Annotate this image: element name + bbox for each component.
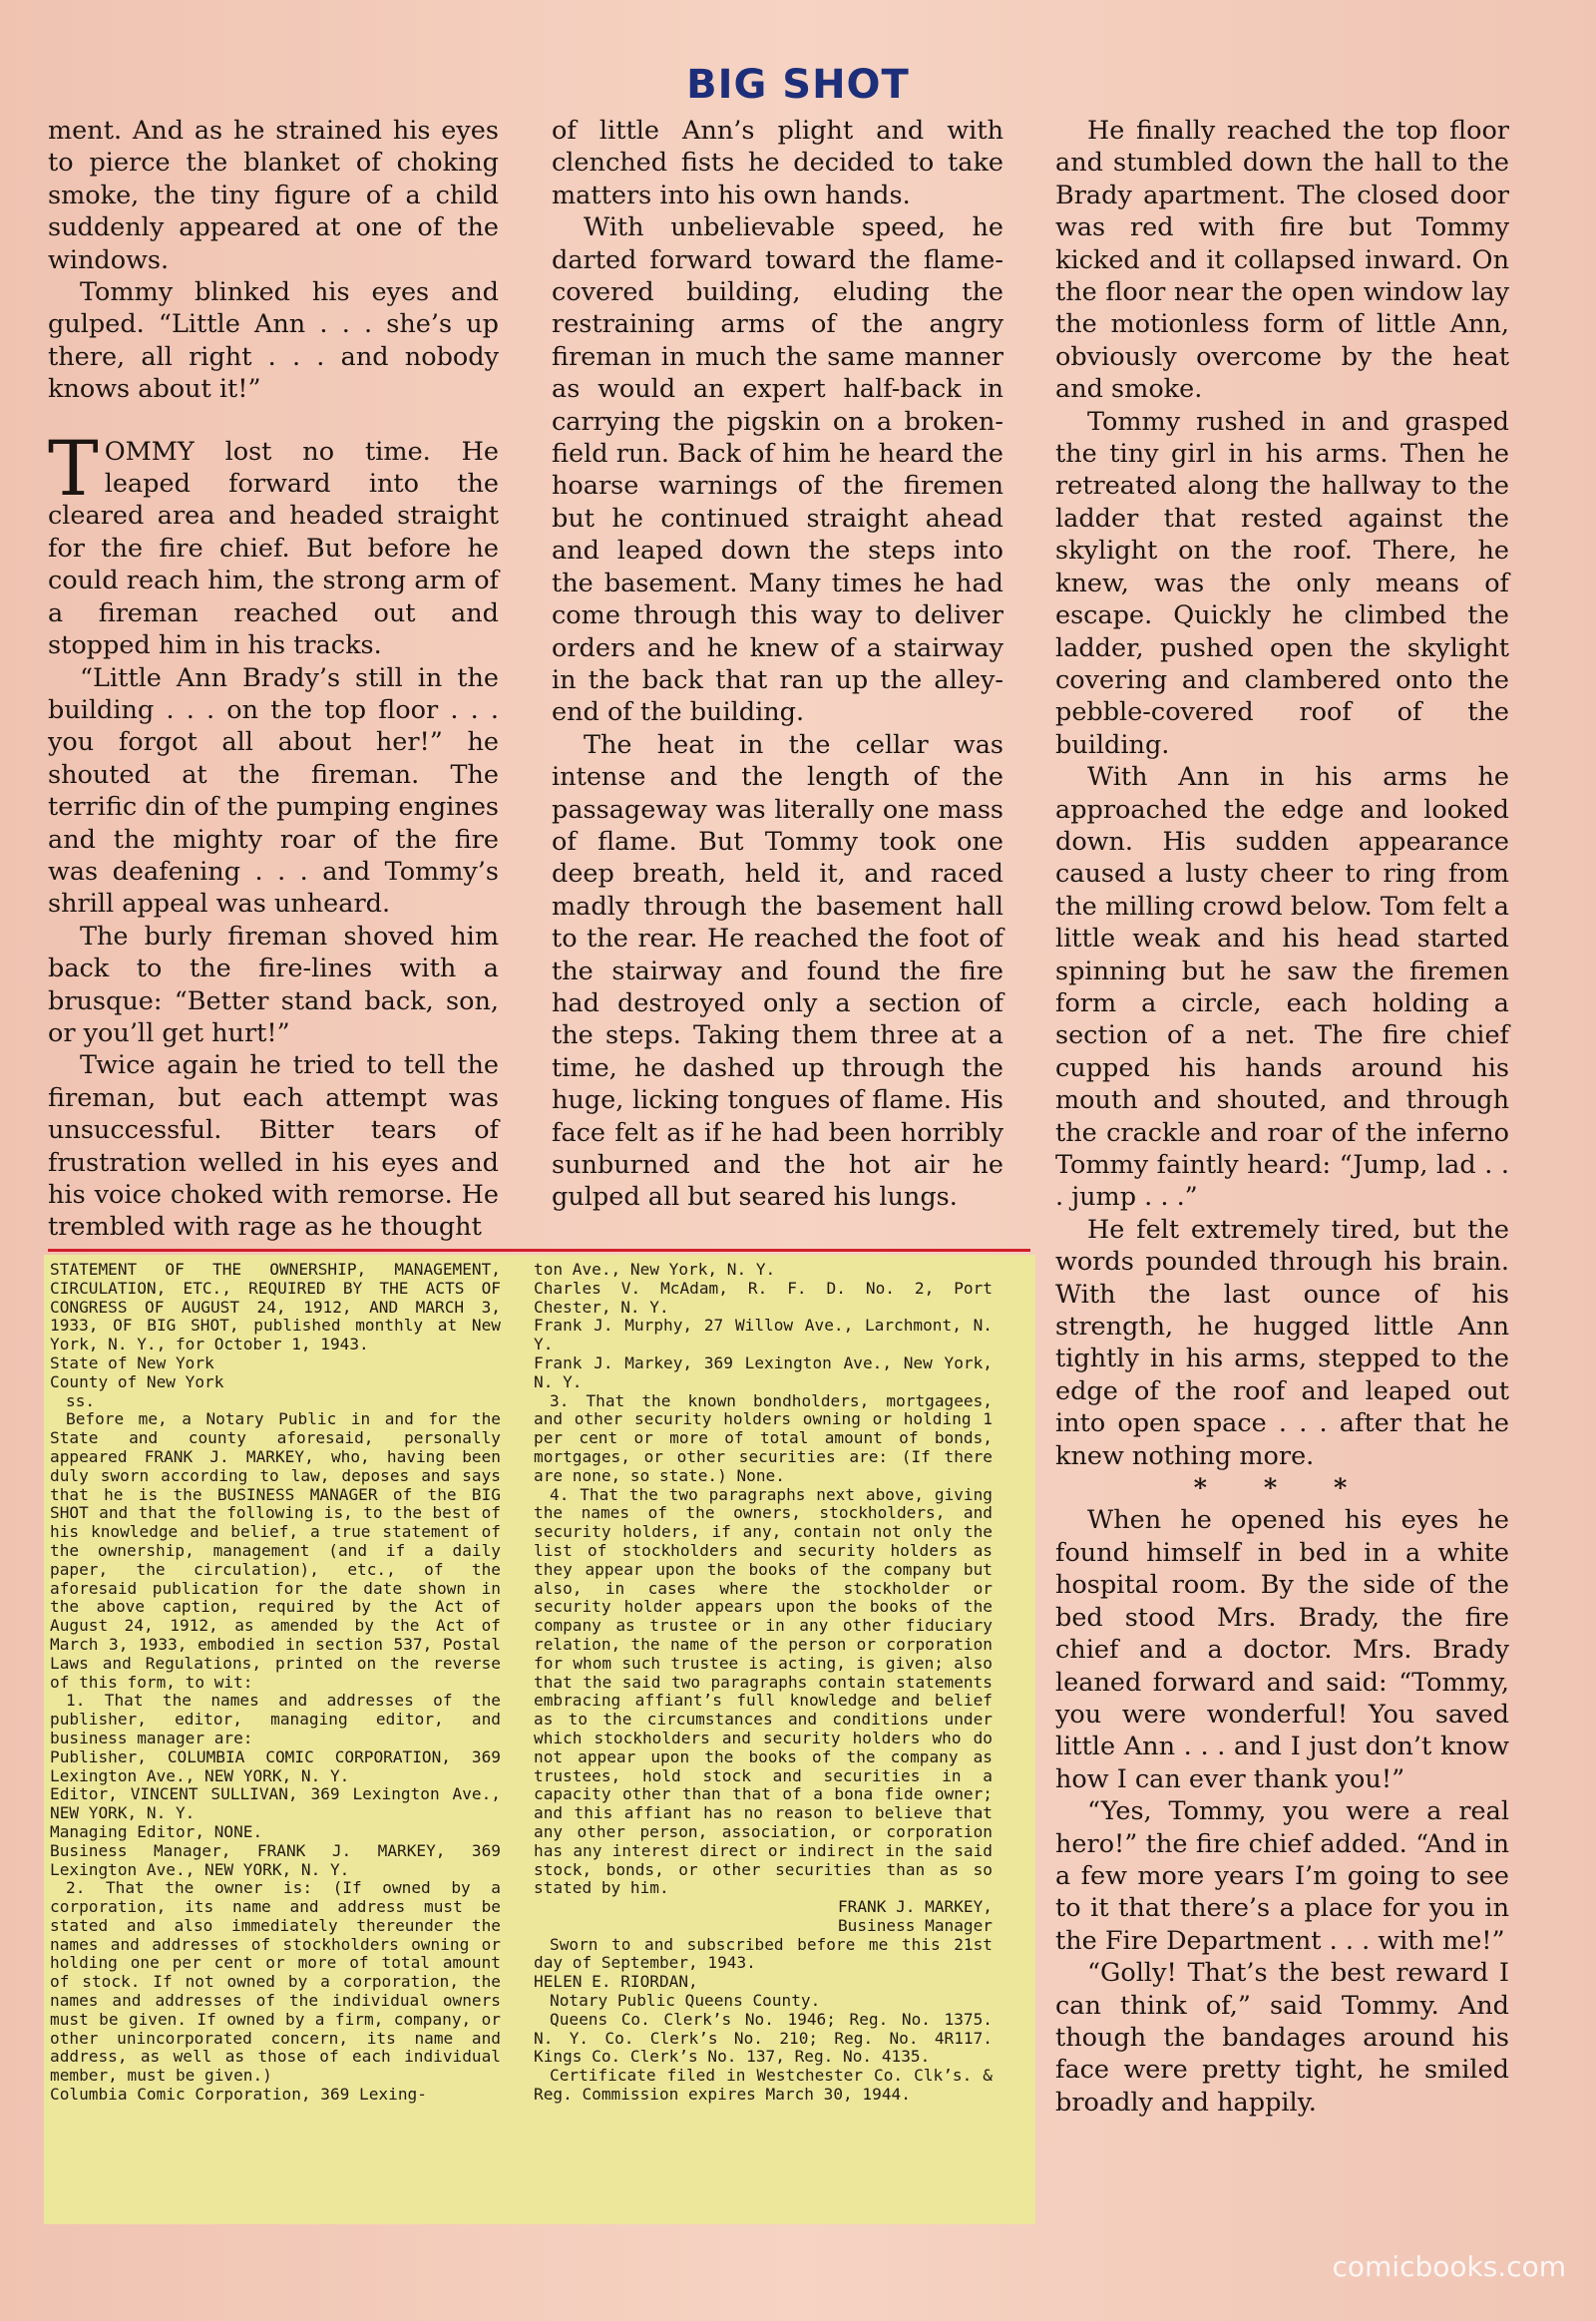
- statement-line: ton Ave., New York, N. Y.: [534, 1260, 776, 1279]
- story-paragraph: Tommy rushed in and grasped the tiny girl in his arms. Then he retreated along the hallway to the ladder that rested against the skylight on the roof. There, he knew, was the only means of escape. Quickly he climbed the ladder, pushed open the skylight covering and clambered onto the pebble-covered roof of the building.: [1055, 406, 1509, 760]
- statement-line: Business Manager, FRANK J. MARKEY, 369 Lexington Ave., NEW YORK, N. Y.: [50, 1840, 501, 1879]
- page-title: BIG SHOT: [686, 62, 910, 108]
- story-paragraph-dropcap: [48, 423, 499, 662]
- statement-line: Publisher, COLUMBIA COMIC CORPORATION, 369 Lexington Ave., NEW YORK, N. Y.: [50, 1746, 501, 1785]
- statement-line: Frank J. Markey, 369 Lexington Ave., New York, N. Y.: [534, 1353, 993, 1391]
- watermark: comicbooks.com: [1332, 2250, 1566, 2283]
- statement-paragraph: Certificate filed in Westchester Co. Clk’s. & Reg. Commission expires March 30, 1944.: [534, 2066, 993, 2105]
- story-paragraph: “Little Ann Brady’s still in the building . . . on the top floor . . . you forgot all about her!” he shouted at the fireman. The terrific din of the pumping engines and the mighty roar of the fire was deafening . . . and Tommy’s shrill appeal was unheard.: [48, 662, 499, 920]
- statement-line: County of New York: [50, 1371, 224, 1391]
- statement-paragraph: Queens Co. Clerk’s No. 1946; Reg. No. 1375. N. Y. Co. Clerk’s No. 210; Reg. No. 4R117. Kings Co. Clerk’s No. 137, Reg. No. 4135.: [534, 2009, 993, 2067]
- statement-paragraph: Before me, a Notary Public in and for the State and county aforesaid, personally appeared FRANK J. MARKEY, who, having been duly sworn according to law, deposes and says that he is the BUSINESS MANAGER of the BIG SHOT and that the following is, to the best of his knowledge and belief, a true statement of the ownership, management (and if a daily paper, the circulation), etc., of the aforesaid publication for the date shown in the above caption, required by the Act of August 24, 1912, as amended by the Act of March 3, 1933, embodied in section 537, Postal Laws and Regulations, printed on the reverse of this form, to wit:: [50, 1409, 501, 1692]
- statement-column-2: [534, 1261, 993, 2105]
- statement-line: Columbia Comic Corporation, 369 Lexing-: [50, 2085, 427, 2105]
- notary-name: HELEN E. RIORDAN,: [534, 1972, 698, 1992]
- story-paragraph: When he opened his eyes he found himself in bed in a white hospital room. By the side of the bed stood Mrs. Brady, the fire chief and a doctor. Mrs. Brady leaned forward and said: “Tommy, you were wonderful! You saved little Ann . . . and I just don’t know how I can ever thank you!”: [1055, 1505, 1509, 1794]
- story-paragraph: Twice again he tried to tell the fireman, but each attempt was unsuccessful. Bitter tears of frustration welled in his eyes and his voice choked with remorse. He trembled with rage as he thought: [48, 1050, 499, 1243]
- statement-line: Frank J. Murphy, 27 Willow Ave., Larchmont, N. Y.: [534, 1316, 993, 1354]
- story-column-2: [552, 115, 1003, 1214]
- statement-line: Charles V. McAdam, R. F. D. No. 2, Port Chester, N. Y.: [534, 1278, 993, 1317]
- story-paragraph: The heat in the cellar was intense and the length of the passageway was literally one mass of flame. But Tommy took one deep breath, held it, and raced madly through the basement hall to the rear. He reached the foot of the stairway and found the fire had destroyed only a section of the steps. Taking them three at a time, he dashed up through the huge, licking tongues of flame. His face felt as if he had been horribly sunburned and the hot air he gulped all but seared his lungs.: [552, 729, 1003, 1213]
- statement-line: ss.: [66, 1390, 96, 1410]
- story-paragraph: With unbelievable speed, he darted forward toward the flame-covered building, eluding the restraining arms of the angry fireman in much the same manner as would an expert half-back in carrying the pigskin on a broken-field run. Back of him he heard the hoarse warnings of the firemen but he continued straight ahead and leaped down the steps into the basement. Many times he had come through this way to deliver orders and he knew of a stairway in the back that ran up the alley-end of the building.: [552, 212, 1003, 728]
- statement-paragraph: 3. That the known bondholders, mortgagees, and other security holders owning or holding 1 per cent or more of total amount of bonds, mortgages, or other securities are: (If there are none, so state.) None.: [534, 1390, 993, 1485]
- statement-line: Notary Public Queens County.: [550, 1991, 821, 2011]
- statement-paragraph: 1. That the names and addresses of the publisher, editor, managing editor, and business manager are:: [50, 1691, 501, 1747]
- red-divider-line: [48, 1249, 1030, 1252]
- story-paragraph: of little Ann’s plight and with clenched fists he decided to take matters into his own hands.: [552, 116, 1003, 210]
- story-paragraph: He finally reached the top floor and stumbled down the hall to the Brady apartment. The closed door was red with fire but Tommy kicked and it collapsed inward. On the floor near the open window lay the motionless form of little Ann, obviously overcome by the heat and smoke.: [1055, 116, 1509, 405]
- drop-cap: T: [48, 423, 99, 513]
- story-paragraph: ment. And as he strained his eyes to pierce the blanket of choking smoke, the tiny figure of a child suddenly appeared at one of the windows.: [48, 116, 499, 275]
- statement-line: Editor, VINCENT SULLIVAN, 369 Lexington Ave., NEW YORK, N. Y.: [50, 1784, 501, 1823]
- story-column-3: [1055, 115, 1509, 2119]
- section-break-stars: * * *: [1193, 1473, 1372, 1504]
- statement-line: Managing Editor, NONE.: [50, 1821, 263, 1841]
- story-paragraph: The burly fireman shoved him back to the fire-lines with a brusque: “Better stand back, son, or you’ll get hurt!”: [48, 921, 499, 1048]
- story-paragraph: He felt extremely tired, but the words pounded through his brain. With the last ounce of his strength, he hugged little Ann tightly in his arms, stepped to the edge of the roof and leaped out into open space . . . after that he knew nothing more.: [1055, 1214, 1509, 1471]
- statement-paragraph: 2. That the owner is: (If owned by a corporation, its name and address must be stated and also immediately thereunder the names and addresses of stockholders owning or holding one per cent or more of total amount of stock. If not owned by a corporation, the names and addresses of the individual owners must be given. If owned by a firm, company, or other unincorporated concern, its name and address, as well as those of each individual member, must be given.): [50, 1878, 501, 2086]
- story-paragraph: Tommy blinked his eyes and gulped. “Little Ann . . . she’s up there, all right . . . and nobody knows about it!”: [48, 277, 499, 405]
- story-paragraph: “Golly! That’s the best reward I can think of,” said Tommy. And though the bandages around his face were pretty tight, he smiled broadly and happily.: [1055, 1958, 1509, 2118]
- story-paragraph: With Ann in his arms he approached the edge and looked down. His sudden appearance caused a lusty cheer to ring from the milling crowd below. Tom felt a little weak and his head started spinning but he saw the firemen form a circle, each holding a section of a net. The fire chief cupped his hands around his mouth and shouted, and through the crackle and roar of the inferno Tommy faintly heard: “Jump, lad . . . jump . . .”: [1055, 762, 1509, 1213]
- story-paragraph: “Yes, Tommy, you were a real hero!” the fire chief added. “And in a few more years I’m going to see to it that there’s a place for you in the Fire Department . . . with me!”: [1055, 1796, 1509, 1956]
- dropcap-paragraph-text: OMMY lost no time. He leaped forward into the cleared area and headed straight for the fire chief. But before he could reach him, the strong arm of a fireman reached out and stopped him in his tracks.: [48, 436, 499, 661]
- statement-paragraph: 4. That the two paragraphs next above, giving the names of the owners, stockholders, and security holders, if any, contain not only the list of stockholders and security holders as they appear upon the books of the company but also, in cases where the stockholder or security holder appears upon the books of the company as trustee or in any other fiduciary relation, the name of the person or corporation for whom such trustee is acting, is given; also that the said two paragraphs contain statements embracing affiant’s full knowledge and belief as to the circumstances and conditions under which stockholders and security holders who do not appear upon the books of the company as trustees, hold stock and securities in a capacity other than that of a bona fide owner; and this affiant has no reason to believe that any other person, association, or corporation has any interest direct or indirect in the said stock, bonds, or other securities than as so stated by him.: [534, 1484, 993, 1898]
- statement-column-1: [50, 1261, 501, 2105]
- story-column-1: [48, 115, 499, 1244]
- signature-title: Business Manager: [837, 1915, 993, 1935]
- statement-line: State of New York: [50, 1353, 214, 1372]
- signature-name: FRANK J. MARKEY,: [837, 1897, 993, 1917]
- statement-paragraph: Sworn to and subscribed before me this 21st day of September, 1943.: [534, 1934, 993, 1973]
- statement-heading: STATEMENT OF THE OWNERSHIP, MANAGEMENT, CIRCULATION, ETC., REQUIRED BY THE ACTS OF CONGRESS OF AUGUST 24, 1912, AND MARCH 3, 1933, OF BIG SHOT, published monthly at New York, N. Y., for October 1, 1943.: [50, 1260, 501, 1354]
